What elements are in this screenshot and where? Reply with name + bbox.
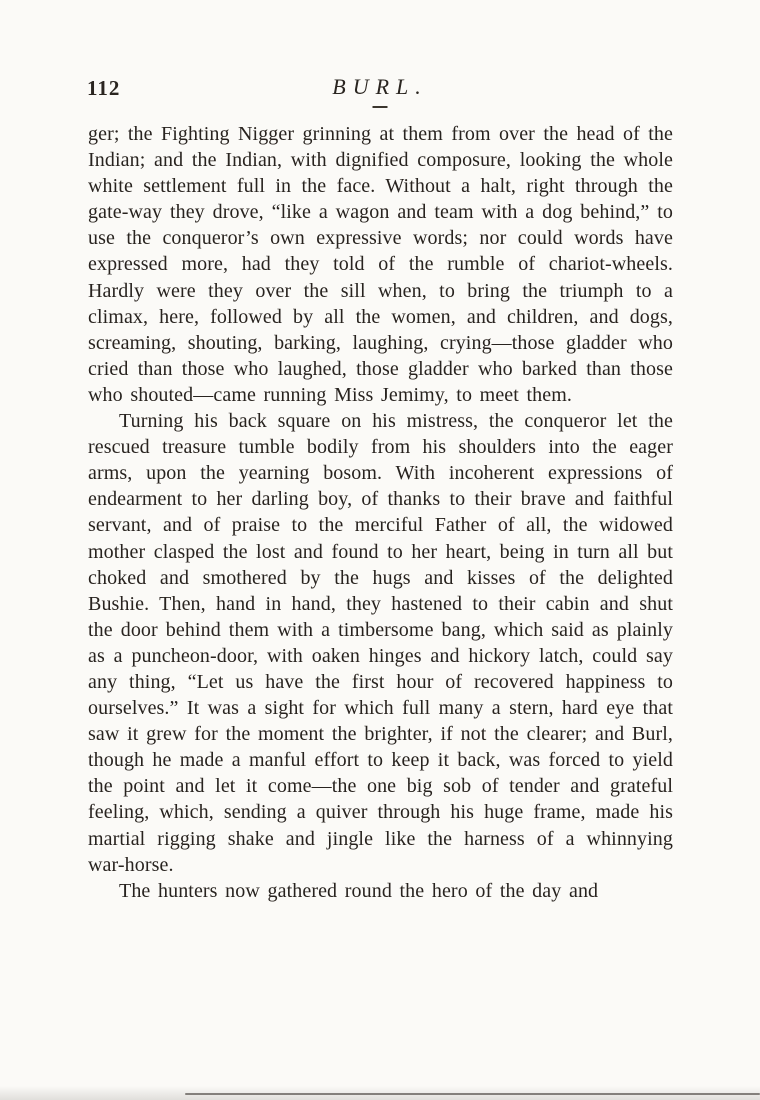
page-edge-line [185, 1093, 760, 1095]
paragraph-continuation: ger; the Fighting Nigger grinning at them from over the head of the Indian; and the Indian, with dignified composure, looking the whole white settlement full in the face. Without a halt, right through the gate-way they drove, “like a wagon and team with a dog behind,” to use the conqueror’s own expressive words; nor could words have expressed more, had they told of the rumble of chariot-wheels. Hardly were they over the sill when, to bring the triumph to a climax, here, followed by all the women, and children, and dogs, screaming, shouting, barking, laughing, crying—those gladder who cried than those who laughed, those gladder who barked than those who shouted—came running Miss Jemimy, to meet them. [88, 123, 673, 406]
header-rule [373, 106, 388, 108]
page-body [88, 121, 673, 904]
running-title: BURL. [332, 74, 428, 99]
paragraph: Turning his back square on his mistress, the conqueror let the rescued treasure tumble bodily from his shoulders into the eager arms, upon the yearning bosom. With incoherent expressions of endearment to her darling boy, of thanks to their brave and faithful servant, and of praise to the merciful Father of all, the widowed mother clasped the lost and found to her heart, being in turn all but choked and smothered by the hugs and kisses of the delighted Bushie. Then, hand in hand, they hastened to their cabin and shut the door behind them with a timbersome bang, which said as plainly as a puncheon-door, with oaken hinges and hickory latch, could say any thing, “Let us have the first hour of recovered happiness to ourselves.” It was a sight for which full many a stern, hard eye that saw it grew for the moment the brighter, if not the clearer; and Burl, though he made a manful effort to keep it back, was forced to yield the point and let it come—the one big sob of tender and grateful feeling, which, sending a quiver through his huge frame, made his martial rigging shake and jingle like the harness of a whinnying war-horse. [88, 410, 673, 876]
page-number: 112 [87, 76, 121, 100]
paragraph: The hunters now gathered round the hero of the day and [119, 879, 599, 902]
